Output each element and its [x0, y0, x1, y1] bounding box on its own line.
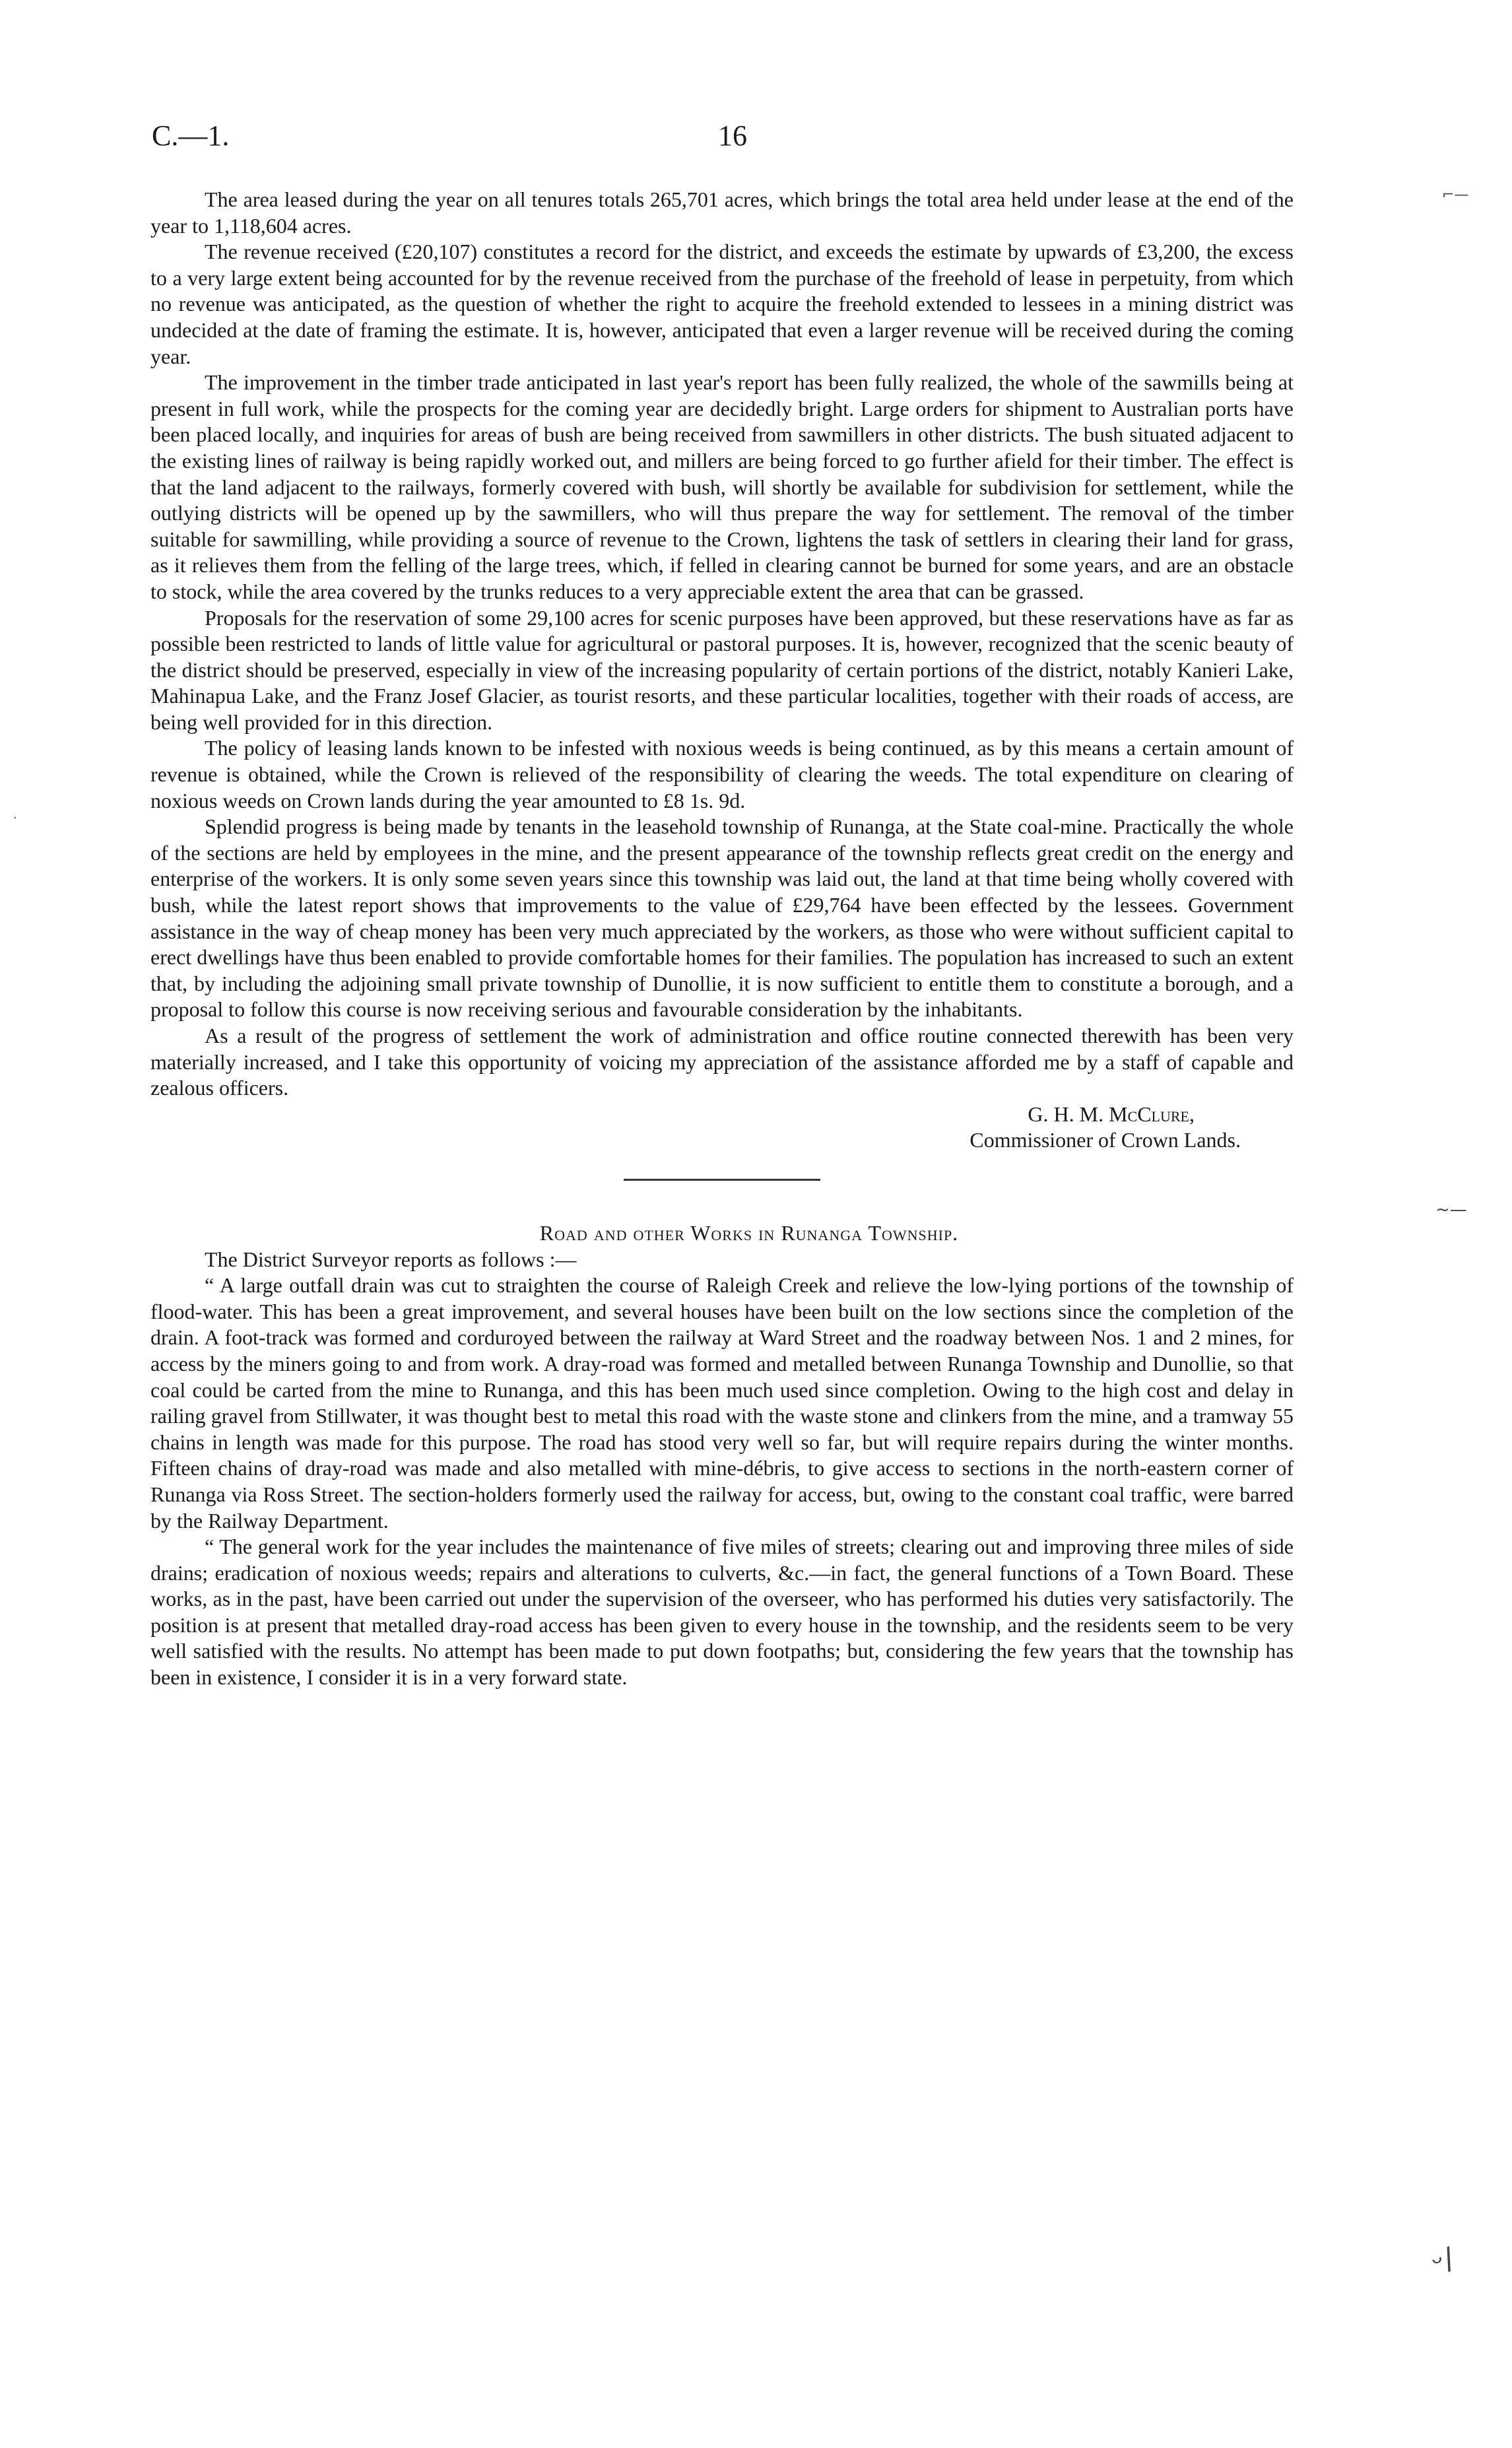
page-body: [150, 187, 1294, 1691]
paragraph-scenic-reserves: Proposals for the reservation of some 29,100 acres for scenic purposes have been approved, but these reservations have as far as possible been restricted to lands of little value for agricultural or pastoral purposes. It is, however, recognized that the scenic beauty of the district should be preserved, especially in view of the increasing popularity of certain portions of the district, notably Kanieri Lake, Mahinapua Lake, and the Franz Josef Glacier, as tourist resorts, and these particular localities, together with their roads of access, are being well provided for in this direction.: [150, 605, 1294, 734]
margin-scan-mark-top: ⌐—: [1442, 187, 1469, 203]
paragraph-revenue: The revenue received (£20,107) constitutes a record for the district, and exceeds the estimate by upwards of £3,200, the excess to a very large extent being accounted for by the revenue received from the purchase of the freehold of lease in perpetuity, from which no revenue was anticipated, as the question of whether the right to acquire the freehold extended to lessees in a mining district was undecided at the date of framing the estimate. It is, however, anticipated that even a larger revenue will be received during the coming year.: [150, 240, 1294, 368]
quoted-paragraph-general-work: “ The general work for the year includes the maintenance of five miles of streets; clearing out and improving three miles of side drains; eradication of noxious weeds; repairs and alterations to culverts, &c.—in fact, the general functions of a Town Board. These works, as in the past, have been carried out under the supervision of the overseer, who has performed his duties very satisfactorily. The position is at present that metalled dray-road access has been given to every house in the township, and the residents seem to be very well satisfied with the results. No attempt has been made to put down footpaths; but, considering the few years that the township has been in existence, I consider it is in a very forward state.: [150, 1535, 1294, 1690]
signature-name: G. H. M. McClure,: [1028, 1102, 1195, 1126]
paragraph-noxious-weeds: The policy of leasing lands known to be infested with noxious weeds is being continued, as by this means a certain amount of revenue is obtained, while the Crown is relieved of the responsibility of clearing the weeds. The total expenditure on clearing of noxious weeds on Crown lands during the year amounted to £8 1s. 9d.: [150, 736, 1294, 812]
section-divider: [624, 1179, 820, 1181]
margin-scan-mark-bottom: ᵕ∕: [1427, 2241, 1459, 2281]
margin-scan-mark-right: ~—: [1435, 1200, 1467, 1220]
page-number: 16: [718, 119, 747, 152]
signature-title: Commissioner of Crown Lands.: [970, 1128, 1241, 1152]
quoted-paragraph-drain-works: “ A large outfall drain was cut to straighten the course of Raleigh Creek and relieve the low-lying portions of the township of flood-water. This has been a great improvement, and several houses have been built on the low sections since the completion of the drain. A foot-track was formed and corduroyed between the railway at Ward Street and the roadway between Nos. 1 and 2 mines, for access by the miners going to and from work. A dray-road was formed and metalled between Runanga Township and Dunollie, so that coal could be carted from the mine to Runanga, and this has been much used since completion. Owing to the high cost and delay in railing gravel from Stillwater, it was thought best to metal this road with the waste stone and clinkers from the mine, and a tramway 55 chains in length was made for this purpose. The road has stood very well so far, but will require repairs during the winter months. Fifteen chains of dray-road was made and also metalled with mine-débris, to give access to sections in the north-eastern corner of Runanga via Ross Street. The section-holders formerly used the railway for access, but, owing to the constant coal traffic, were barred by the Railway Department.: [150, 1273, 1294, 1533]
page-header: [152, 119, 1313, 165]
paragraph-timber-trade: The improvement in the timber trade anticipated in last year's report has been fully realized, the whole of the sawmills being at present in full work, while the prospects for the coming year are decidedly bright. Large orders for shipment to Australian ports have been placed locally, and inquiries for areas of bush are being received from sawmillers in other districts. The bush situated adjacent to the existing lines of railway is being rapidly worked out, and millers are being forced to go further afield for their timber. The effect is that the land adjacent to the railways, formerly covered with bush, will shortly be available for subdivision for settlement, while the outlying districts will be opened up by the sawmillers, who will thus prepare the way for settlement. The removal of the timber suitable for sawmilling, while providing a source of revenue to the Crown, lightens the task of settlers in clearing their land for grass, as it relieves them from the felling of the large trees, which, if felled in clearing cannot be burned for some years, and are an obstacle to stock, while the area covered by the trunks reduces to a very appreciable extent the area that can be grassed.: [150, 370, 1294, 603]
margin-scan-mark-left: ·: [13, 811, 17, 825]
section-heading: Road and other Works in Runanga Township.: [539, 1220, 959, 1245]
paragraph-administration: As a result of the progress of settlement the work of administration and office routine connected therewith has been very materially increased, and I take this opportunity of voicing my appreciation of the assistance afforded me by a staff of capable and zealous officers.: [150, 1024, 1294, 1100]
document-reference: C.—1.: [152, 119, 230, 152]
paragraph-lease-area: The area leased during the year on all tenures totals 265,701 acres, which brings the total area held under lease at the end of the year to 1,118,604 acres.: [150, 187, 1294, 238]
paragraph-runanga-progress: Splendid progress is being made by tenants in the leasehold township of Runanga, at the State coal-mine. Practically the whole of the sections are held by employees in the mine, and the present appearance of the township reflects great credit on the energy and enterprise of the workers. It is only some seven years since this township was laid out, the land at that time being wholly covered with bush, while the latest report shows that improvements to the value of £29,764 have been effected by the lessees. Government assistance in the way of cheap money has been very much appreciated by the workers, as those who were without sufficient capital to erect dwellings have thus been enabled to provide comfortable homes for their families. The population has increased to such an extent that, by including the adjoining small private township of Dunollie, it is now sufficient to entitle them to constitute a borough, and a proposal to follow this course is now receiving serious and favourable consideration by the inhabitants.: [150, 814, 1294, 1022]
section-intro: The District Surveyor reports as follows :—: [205, 1247, 577, 1271]
